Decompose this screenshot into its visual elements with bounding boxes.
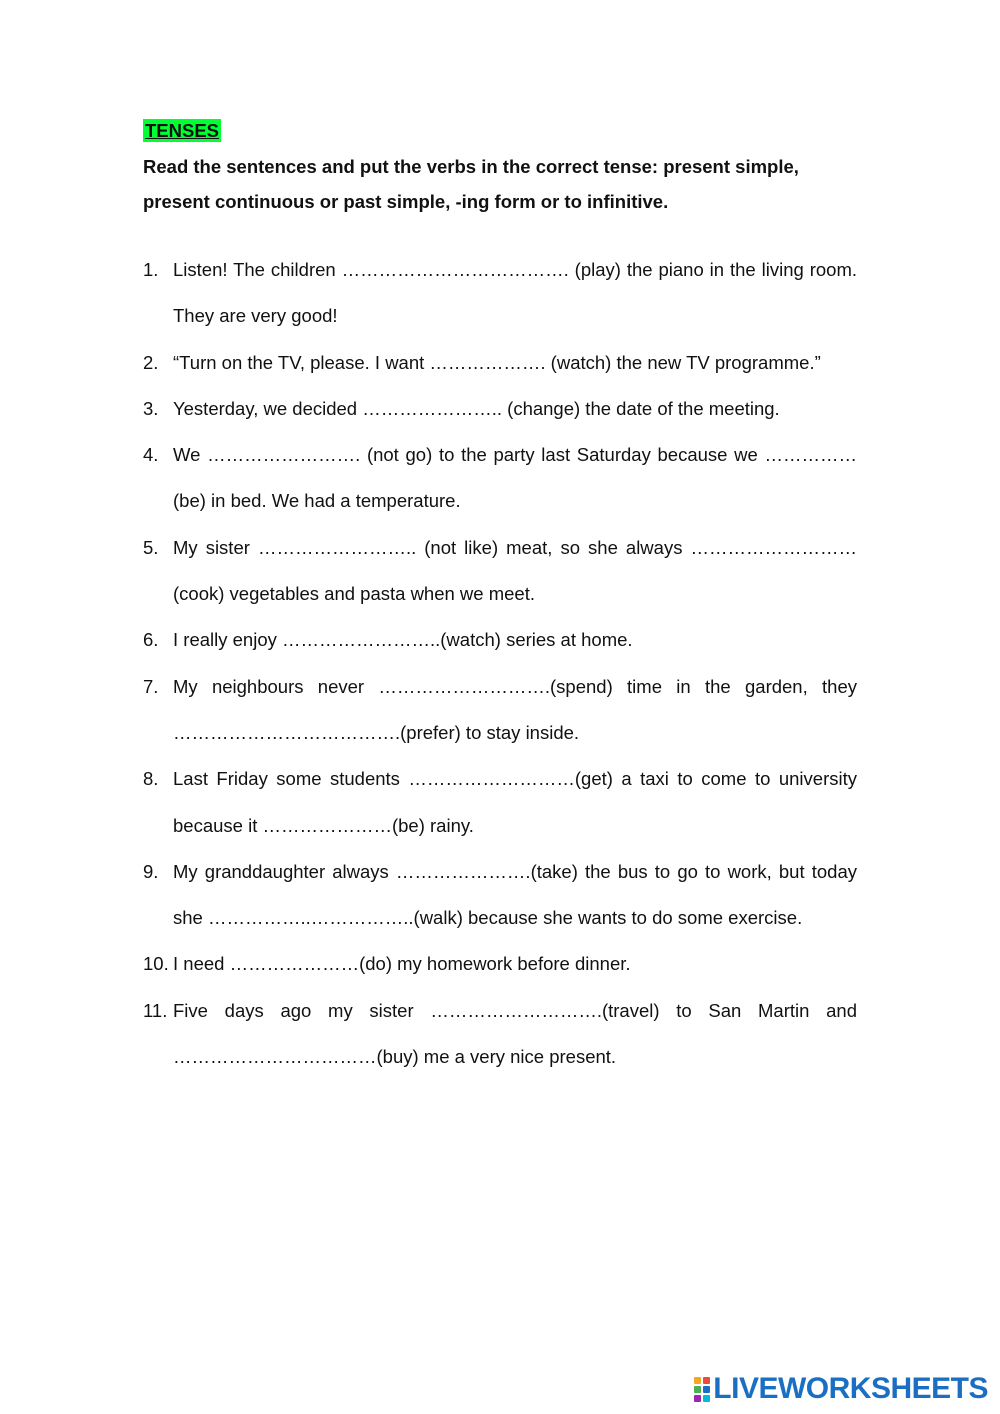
item-text: I really enjoy ……………………..(watch) series at home.: [173, 629, 633, 651]
exercise-item: [143, 247, 857, 340]
liveworksheets-logo[interactable]: [694, 1372, 988, 1406]
exercise-item: [143, 988, 857, 1081]
exercise-item: [143, 617, 857, 663]
item-text: We ……………………. (not go) to the party last Saturday because we …………… (be) in bed. We had a temperature.: [173, 444, 857, 512]
item-number: 11.: [143, 999, 168, 1021]
exercise-item: [143, 941, 857, 987]
item-text: My granddaughter always ………………….(take) the bus to go to work, but today she ……………..……………..(walk) because she wants to do some exercise.: [173, 860, 857, 929]
liveworksheets-logo-icon: [694, 1377, 710, 1402]
exercise-item: [143, 525, 857, 618]
logo-square: [694, 1395, 701, 1402]
logo-square: [703, 1377, 710, 1384]
item-text: Yesterday, we decided ………………….. (change) the date of the meeting.: [173, 397, 780, 419]
item-number: 4.: [143, 444, 159, 466]
item-text: Listen! The children ………………………………. (play) the piano in the living room. They are very good!: [173, 259, 857, 327]
item-number: 2.: [143, 351, 159, 373]
exercise-item: [143, 386, 857, 432]
logo-square: [694, 1377, 701, 1384]
item-number: 7.: [143, 675, 159, 697]
item-number: 3.: [143, 397, 159, 419]
exercise-item: [143, 340, 857, 386]
exercise-item: [143, 432, 857, 525]
worksheet-title: TENSES: [145, 120, 220, 141]
item-text: I need …………………(do) my homework before dinner.: [173, 953, 631, 975]
item-text: “Turn on the TV, please. I want ………………. (watch) the new TV programme.”: [173, 351, 821, 373]
item-text: Last Friday some students ………………………(get) a taxi to come to university because it …………………(be) rainy.: [173, 768, 857, 836]
item-number: 8.: [143, 768, 159, 790]
item-text: My neighbours never ……………………….(spend) time in the garden, they ……………………………….(prefer) to stay inside.: [173, 675, 857, 743]
logo-text: LIVEWORKSHEETS: [713, 1372, 988, 1405]
exercise-item: [143, 756, 857, 849]
instructions: Read the sentences and put the verbs in the correct tense: present simple, present continuous or past simple, -ing form or to infinitive.: [143, 156, 799, 212]
logo-square: [703, 1386, 710, 1393]
logo-square: [694, 1386, 701, 1393]
item-number: 10.: [143, 953, 169, 975]
item-text: My sister …………………….. (not like) meat, so she always ……………………… (cook) vegetables and pasta when we meet.: [173, 536, 857, 605]
exercise-item: [143, 849, 857, 942]
item-number: 5.: [143, 536, 159, 558]
item-number: 1.: [143, 259, 159, 280]
logo-square: [703, 1395, 710, 1402]
exercise-item: [143, 664, 857, 757]
item-text: Five days ago my sister ……………………….(travel) to San Martin and ……………………………(buy) me a very nice present.: [173, 999, 857, 1068]
item-number: 9.: [143, 860, 159, 882]
exercise-list: [143, 247, 857, 1080]
item-number: 6.: [143, 629, 159, 651]
